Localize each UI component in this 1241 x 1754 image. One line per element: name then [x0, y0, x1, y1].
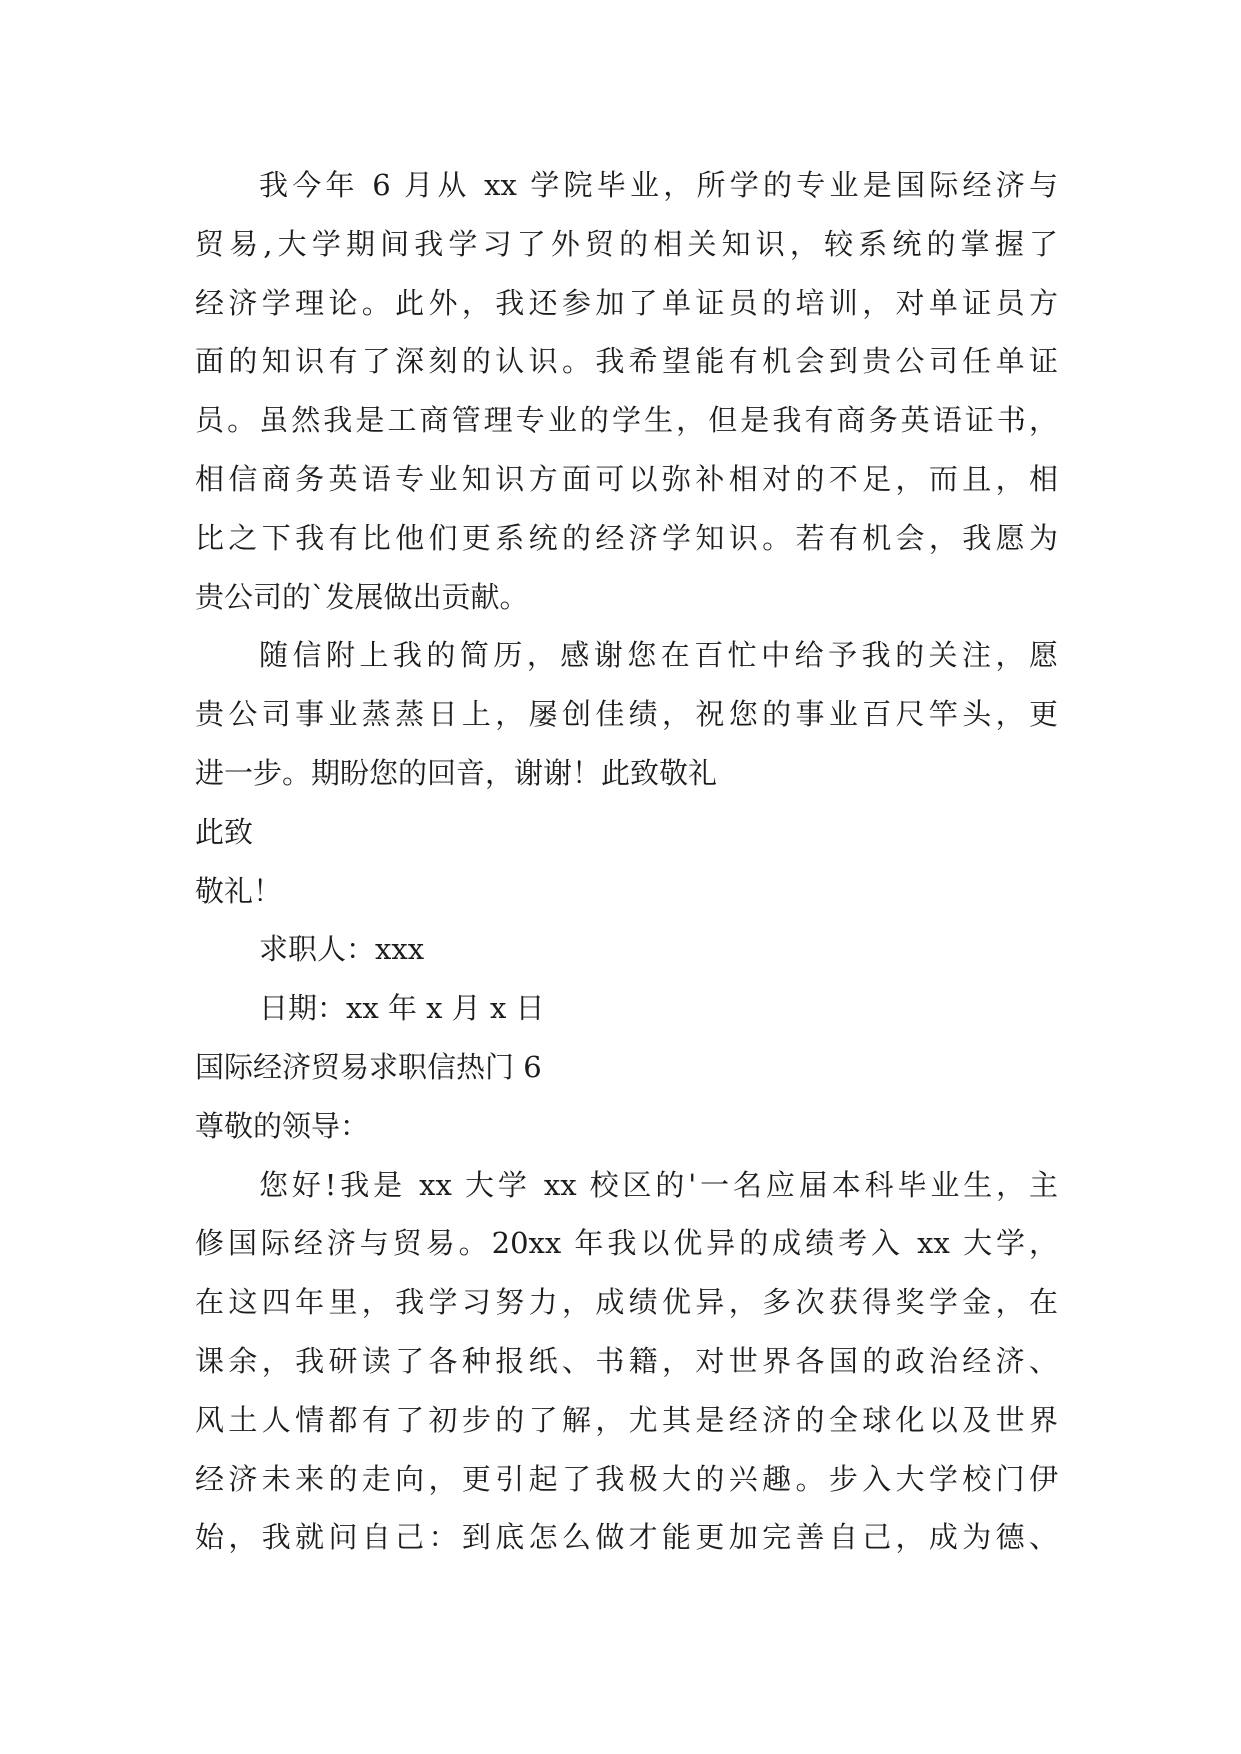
signature-name: 求职人：xxx	[259, 932, 425, 967]
signature-date: 日期：xx 年 x 月 x 日	[259, 991, 545, 1026]
paragraph-line: 经济学理论。此外，我还参加了单证员的培训，对单证员方	[195, 285, 1058, 320]
paragraph-line: 课余，我研读了各种报纸、书籍，对世界各国的政治经济、	[195, 1343, 1058, 1378]
paragraph-line: 风土人情都有了初步的了解，尤其是经济的全球化以及世界	[195, 1402, 1058, 1437]
paragraph-line: 贵公司的`发展做出贡献。	[195, 579, 529, 614]
closing-line: 敬礼！	[195, 873, 283, 908]
section-title: 国际经济贸易求职信热门 6	[195, 1049, 542, 1084]
paragraph-line: 修国际经济与贸易。20xx 年我以优异的成绩考入 xx 大学，	[195, 1226, 1058, 1261]
salutation: 尊敬的领导：	[195, 1108, 370, 1143]
paragraph-line: 面的知识有了深刻的认识。我希望能有机会到贵公司任单证	[195, 344, 1058, 379]
paragraph-line: 贵公司事业蒸蒸日上，屡创佳绩，祝您的事业百尺竿头，更	[195, 697, 1058, 732]
paragraph-line: 员。虽然我是工商管理专业的学生，但是我有商务英语证书，	[195, 403, 1058, 438]
paragraph-line: 经济未来的走向，更引起了我极大的兴趣。步入大学校门伊	[195, 1461, 1058, 1496]
paragraph-line: 在这四年里，我学习努力，成绩优异，多次获得奖学金，在	[195, 1285, 1058, 1320]
paragraph-line: 始，我就问自己：到底怎么做才能更加完善自己，成为德、	[195, 1520, 1058, 1555]
paragraph-line: 我今年 6 月从 xx 学院毕业，所学的专业是国际经济与	[259, 168, 1058, 202]
paragraph-line: 进一步。期盼您的回音，谢谢！此致敬礼	[195, 755, 718, 790]
paragraph-line: 贸易,大学期间我学习了外贸的相关知识，较系统的掌握了	[195, 226, 1058, 261]
closing-line: 此致	[195, 814, 254, 849]
paragraph-line: 您好!我是 xx 大学 xx 校区的'一名应届本科毕业生，主	[259, 1167, 1058, 1202]
paragraph-line: 相信商务英语专业知识方面可以弥补相对的不足，而且，相	[195, 461, 1058, 496]
document-body	[195, 156, 1058, 1567]
paragraph-line: 比之下我有比他们更系统的经济学知识。若有机会，我愿为	[195, 520, 1058, 555]
paragraph-line: 随信附上我的简历，感谢您在百忙中给予我的关注，愿	[259, 638, 1058, 673]
